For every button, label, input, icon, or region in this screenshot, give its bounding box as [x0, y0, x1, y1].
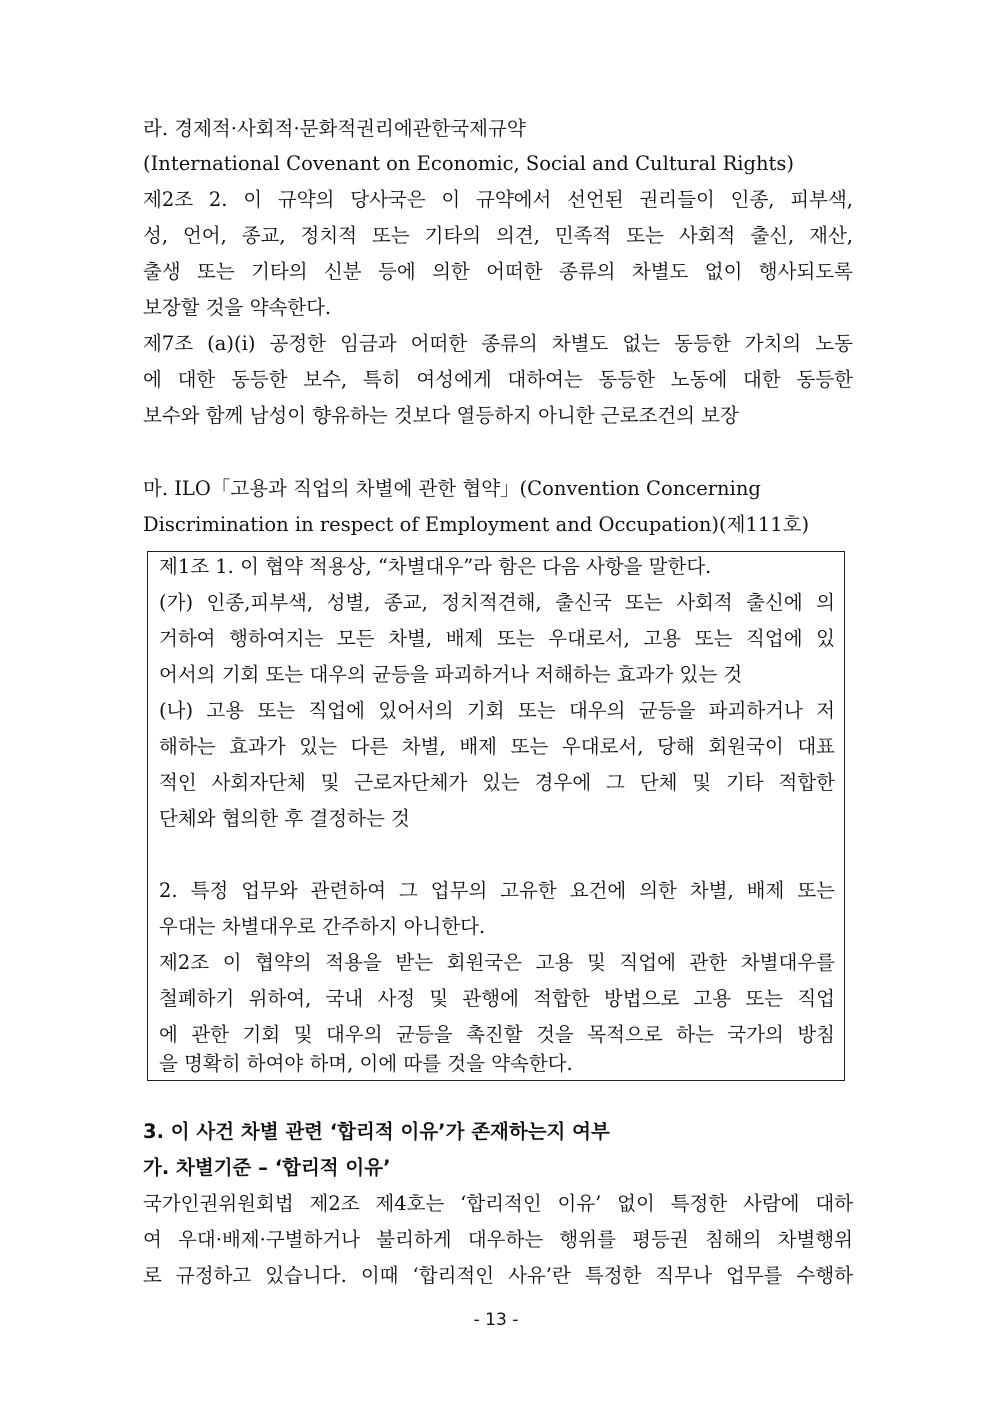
paragraph-line: 에 대한 동등한 보수, 특히 여성에게 대하여는 동등한 노동에 대한 동등한 [143, 368, 853, 391]
section-ra-heading: 라. 경제적·사회적·문화적권리에관한국제규약 [143, 117, 526, 140]
section-3-subheading: 가. 차별기준 – ‘합리적 이유’ [143, 1156, 391, 1179]
page-number: - 13 - [473, 1310, 519, 1330]
box-line: 어서의 기회 또는 대우의 균등을 파괴하거나 저해하는 효과가 있는 것 [159, 663, 743, 686]
paragraph-line: 로 규정하고 있습니다. 이때 ‘합리적인 사유’란 특정한 직무나 업무를 수행하 [143, 1264, 853, 1287]
box-line: 우대는 차별대우로 간주하지 아니한다. [159, 915, 486, 938]
box-line: (나) 고용 또는 직업에 있어서의 기회 또는 대우의 균등을 파괴하거나 저 [159, 699, 835, 722]
paragraph-line: 제7조 (a)(i) 공정한 임금과 어떠한 종류의 차별도 없는 동등한 가치의 노동 [143, 332, 853, 355]
convention-text-box [147, 551, 845, 1081]
box-line: 에 관한 기회 및 대우의 균등을 촉진할 것을 목적으로 하는 국가의 방침 [159, 1023, 835, 1046]
box-line: 제1조 1. 이 협약 적용상, “차별대우”라 함은 다음 사항을 말한다. [159, 555, 712, 578]
box-line: 제2조 이 협약의 적용을 받는 회원국은 고용 및 직업에 관한 차별대우를 [159, 951, 835, 974]
box-line: (가) 인종,피부색, 성별, 종교, 정치적견해, 출신국 또는 사회적 출신에 의 [159, 591, 835, 614]
section-ma-heading: 마. ILO「고용과 직업의 차별에 관한 협약」(Convention Concerning [143, 477, 761, 500]
section-ra-english-title: (International Covenant on Economic, Social and Cultural Rights) [143, 152, 795, 175]
paragraph-line: 여 우대·배제·구별하거나 불리하게 대우하는 행위를 평등권 침해의 차별행위 [143, 1228, 853, 1251]
paragraph-line: 출생 또는 기타의 신분 등에 의한 어떠한 종류의 차별도 없이 행사되도록 [143, 260, 853, 283]
box-line: 2. 특정 업무와 관련하여 그 업무의 고유한 요건에 의한 차별, 배제 또는 [159, 879, 835, 902]
section-ma-heading-cont: Discrimination in respect of Employment and Occupation)(제111호) [143, 513, 810, 536]
box-line: 적인 사회자단체 및 근로자단체가 있는 경우에 그 단체 및 기타 적합한 [159, 771, 835, 794]
paragraph-line: 성, 언어, 종교, 정치적 또는 기타의 의견, 민족적 또는 사회적 출신, 재산, [143, 224, 853, 247]
box-line: 단체와 협의한 후 결정하는 것 [159, 807, 410, 830]
paragraph-line: 보수와 함께 남성이 향유하는 것보다 열등하지 아니한 근로조건의 보장 [143, 404, 739, 427]
box-line: 철폐하기 위하여, 국내 사정 및 관행에 적합한 방법으로 고용 또는 직업 [159, 987, 835, 1010]
box-line: 을 명확히 하여야 하며, 이에 따를 것을 약속한다. [159, 1052, 573, 1075]
box-line: 해하는 효과가 있는 다른 차별, 배제 또는 우대로서, 당해 회원국이 대표 [159, 735, 835, 758]
section-3-heading: 3. 이 사건 차별 관련 ‘합리적 이유’가 존재하는지 여부 [143, 1120, 610, 1143]
paragraph-line: 국가인권위원회법 제2조 제4호는 ‘합리적인 이유’ 없이 특정한 사람에 대하 [143, 1192, 853, 1215]
paragraph-line: 제2조 2. 이 규약의 당사국은 이 규약에서 선언된 권리들이 인종, 피부색, [143, 188, 853, 211]
box-line: 거하여 행하여지는 모든 차별, 배제 또는 우대로서, 고용 또는 직업에 있 [159, 627, 835, 650]
paragraph-line: 보장할 것을 약속한다. [143, 296, 332, 319]
